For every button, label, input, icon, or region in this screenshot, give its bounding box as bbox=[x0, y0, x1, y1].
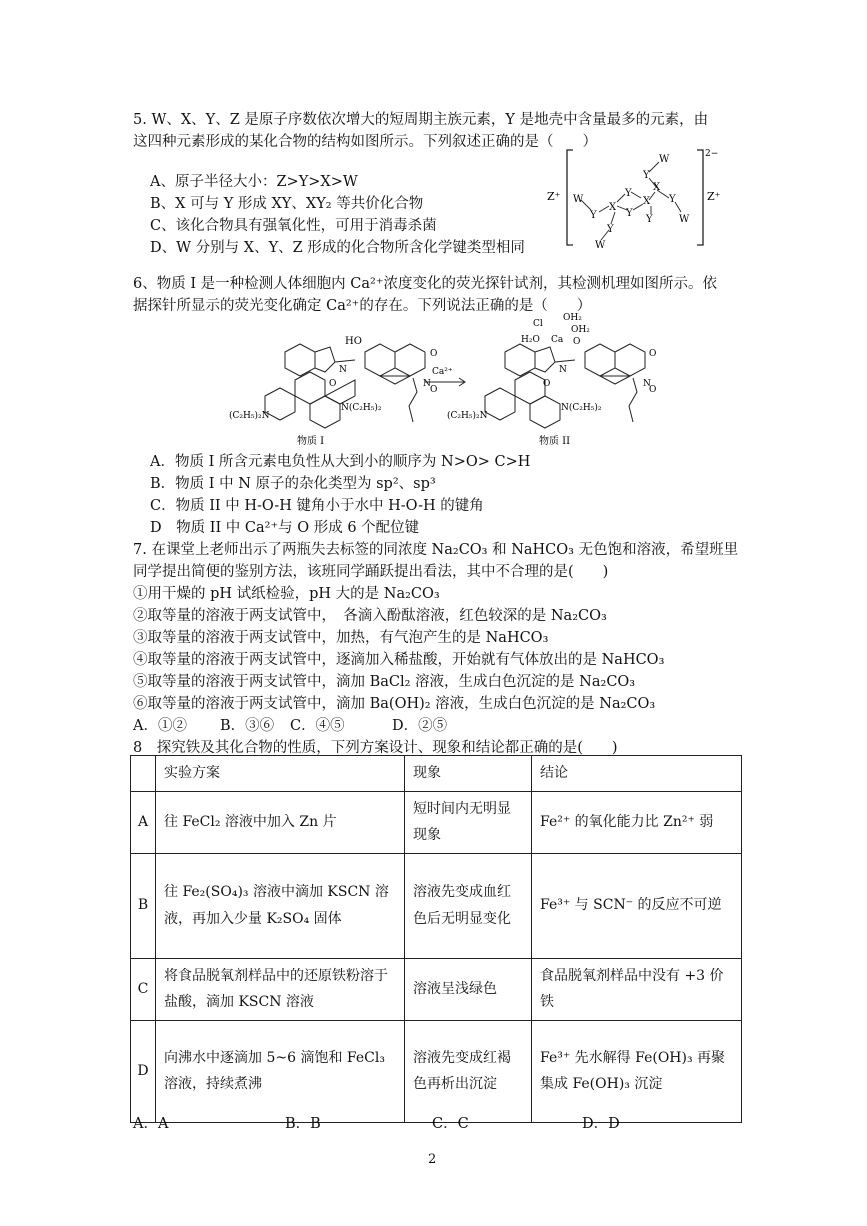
q7-choice-b: B．③⑥ bbox=[220, 718, 275, 734]
q8-row-label: B bbox=[131, 853, 156, 958]
q5-charge: 2− bbox=[705, 149, 719, 159]
q6-arrow-label: Ca²⁺ bbox=[432, 367, 453, 377]
q5-structure-figure bbox=[545, 140, 725, 255]
q6-left-label: 物质 I bbox=[297, 436, 325, 447]
svg-text:O: O bbox=[649, 349, 657, 359]
svg-text:X: X bbox=[653, 182, 661, 193]
q8-row-plan: 将食品脱氧剂样品中的还原铁粉溶于盐酸，滴加 KSCN 溶液 bbox=[156, 958, 405, 1020]
q6-option-a: A．物质 I 所含元素电负性从大到小的顺序为 N>O> C>H bbox=[150, 454, 531, 470]
q8-stem: 8 探究铁及其化合物的性质，下列方案设计、现象和结论都正确的是( ) bbox=[133, 740, 618, 756]
svg-text:W: W bbox=[679, 214, 690, 225]
svg-text:Y: Y bbox=[646, 214, 653, 225]
table-row bbox=[131, 791, 742, 853]
q6-option-d: D 物质 II 中 Ca²⁺与 O 形成 6 个配位键 bbox=[150, 520, 420, 536]
svg-text:Y: Y bbox=[625, 188, 632, 199]
q5-option-a: A、原子半径大小：Z>Y>X>W bbox=[150, 174, 358, 190]
q6-amine-right-1: (C₂H₅)₂N bbox=[447, 411, 488, 421]
q6-ho-label: HO bbox=[345, 336, 362, 347]
q7-item-2: ②取等量的溶液于两支试管中， 各滴入酚酞溶液，红色较深的是 Na₂CO₃ bbox=[133, 608, 607, 624]
svg-text:O: O bbox=[430, 385, 438, 395]
table-row bbox=[131, 1020, 742, 1122]
q8-row-phenomenon: 溶液呈浅绿色 bbox=[405, 958, 532, 1020]
svg-text:N: N bbox=[339, 365, 347, 375]
q8-choice-a: A．A bbox=[133, 1116, 169, 1132]
q5-option-d: D、W 分别与 X、Y、Z 形成的化合物所含化学键类型相同 bbox=[150, 240, 525, 256]
q6-amine-left-2: N(C₂H₅)₂ bbox=[341, 403, 382, 413]
svg-text:OH₂: OH₂ bbox=[563, 313, 582, 323]
q8-row-conclusion: 食品脱氧剂样品中没有 +3 价铁 bbox=[532, 958, 742, 1020]
q8-header-conclusion: 结论 bbox=[532, 756, 742, 792]
table-row bbox=[131, 853, 742, 958]
q7-item-1: ①用干燥的 pH 试纸检验，pH 大的是 Na₂CO₃ bbox=[133, 586, 440, 602]
q8-header-plan: 实验方案 bbox=[156, 756, 405, 792]
q8-table bbox=[130, 755, 742, 1123]
q8-row-label: C bbox=[131, 958, 156, 1020]
q6-reaction-figure bbox=[225, 312, 745, 452]
q8-row-phenomenon: 溶液先变成红褐色再析出沉淀 bbox=[405, 1020, 532, 1122]
svg-text:O: O bbox=[329, 379, 337, 389]
svg-text:W: W bbox=[659, 154, 670, 165]
svg-text:Y: Y bbox=[669, 194, 676, 205]
q7-choice-c: C．④⑤ bbox=[290, 718, 345, 734]
q8-row-phenomenon: 短时间内无明显现象 bbox=[405, 791, 532, 853]
q5-option-c: C、该化合物具有强氧化性，可用于消毒杀菌 bbox=[150, 218, 437, 234]
q8-row-conclusion: Fe³⁺ 先水解得 Fe(OH)₃ 再聚集成 Fe(OH)₃ 沉淀 bbox=[532, 1020, 742, 1122]
svg-text:O: O bbox=[649, 385, 657, 395]
q5-cation-left: Z⁺ bbox=[547, 190, 561, 203]
q5-stem-line2: 这四种元素形成的某化合物的结构如图所示。下列叙述正确的是（ ） bbox=[133, 134, 597, 150]
svg-text:W: W bbox=[573, 194, 584, 205]
q7-item-3: ③取等量的溶液于两支试管中，加热，有气泡产生的是 NaHCO₃ bbox=[133, 630, 549, 646]
svg-text:Y: Y bbox=[607, 224, 614, 235]
q7-choice-a: A．①② bbox=[133, 718, 187, 734]
q8-row-label: A bbox=[131, 791, 156, 853]
q5-cation-right: Z⁺ bbox=[707, 190, 721, 203]
svg-text:OH₂: OH₂ bbox=[571, 325, 590, 335]
svg-text:Y: Y bbox=[590, 210, 597, 221]
q5-stem-line1: 5. W、X、Y、Z 是原子序数依次增大的短周期主族元素，Y 是地壳中含量最多的元素，由 bbox=[133, 112, 709, 128]
q6-option-c: C．物质 II 中 H-O-H 键角小于水中 H-O-H 的键角 bbox=[150, 498, 484, 514]
q8-row-plan: 向沸水中逐滴加 5~6 滴饱和 FeCl₃ 溶液，持续煮沸 bbox=[156, 1020, 405, 1122]
q8-row-label: D bbox=[131, 1020, 156, 1122]
q5-option-b: B、X 可与 Y 形成 XY、XY₂ 等共价化合物 bbox=[150, 196, 424, 212]
svg-text:N: N bbox=[643, 379, 651, 389]
svg-text:O: O bbox=[573, 337, 581, 347]
q8-row-plan: 往 FeCl₂ 溶液中加入 Zn 片 bbox=[156, 791, 405, 853]
q8-header-label bbox=[131, 756, 156, 792]
q7-item-6: ⑥取等量的溶液于两支试管中，滴加 Ba(OH)₂ 溶液，生成白色沉淀的是 Na₂CO₃ bbox=[133, 696, 656, 712]
q8-row-phenomenon: 溶液先变成血红色后无明显变化 bbox=[405, 853, 532, 958]
q7-item-5: ⑤取等量的溶液于两支试管中，滴加 BaCl₂ 溶液，生成白色沉淀的是 Na₂CO₃ bbox=[133, 674, 636, 690]
svg-text:N: N bbox=[423, 379, 431, 389]
q7-stem-line1: 7. 在课堂上老师出示了两瓶失去标签的同浓度 Na₂CO₃ 和 NaHCO₃ 无色饱和溶液，希望班里 bbox=[133, 542, 739, 558]
svg-text:Y: Y bbox=[626, 208, 633, 219]
q8-header-phenomenon: 现象 bbox=[405, 756, 532, 792]
svg-text:H₂O: H₂O bbox=[521, 335, 540, 345]
q7-stem-line2: 同学提出简便的鉴别方法，该班同学踊跃提出看法，其中不合理的是( ) bbox=[133, 564, 609, 580]
q8-row-conclusion: Fe²⁺ 的氧化能力比 Zn²⁺ 弱 bbox=[532, 791, 742, 853]
page-number: 2 bbox=[428, 1152, 437, 1167]
q8-choice-d: D．D bbox=[582, 1116, 620, 1132]
q8-row-plan: 往 Fe₂(SO₄)₃ 溶液中滴加 KSCN 溶液，再加入少量 K₂SO₄ 固体 bbox=[156, 853, 405, 958]
q6-right-label: 物质 II bbox=[539, 436, 571, 447]
svg-text:Ca: Ca bbox=[551, 335, 564, 345]
q6-amine-right-2: N(C₂H₅)₂ bbox=[561, 403, 602, 413]
q6-option-b: B．物质 I 中 N 原子的杂化类型为 sp²、sp³ bbox=[150, 476, 436, 492]
q8-row-conclusion: Fe³⁺ 与 SCN⁻ 的反应不可逆 bbox=[532, 853, 742, 958]
q7-choice-d: D．②⑤ bbox=[392, 718, 448, 734]
svg-text:X: X bbox=[609, 202, 617, 213]
table-row bbox=[131, 958, 742, 1020]
q6-stem-line2: 据探针所显示的荧光变化确定 Ca²⁺的存在。下列说法正确的是（ ） bbox=[133, 298, 592, 314]
svg-text:Y: Y bbox=[643, 170, 650, 181]
svg-text:O: O bbox=[430, 349, 438, 359]
q7-item-4: ④取等量的溶液于两支试管中，逐滴加入稀盐酸，开始就有气体放出的是 NaHCO₃ bbox=[133, 652, 665, 668]
svg-text:W: W bbox=[595, 240, 606, 251]
q8-choice-c: C．C bbox=[432, 1116, 469, 1132]
q8-choice-b: B．B bbox=[285, 1116, 321, 1132]
q8-header-row bbox=[131, 756, 742, 792]
q6-amine-left-1: (C₂H₅)₂N bbox=[229, 411, 270, 421]
svg-text:X: X bbox=[643, 196, 651, 207]
q6-stem-line1: 6、物质 I 是一种检测人体细胞内 Ca²⁺浓度变化的荧光探针试剂，其检测机理如图所示。依 bbox=[133, 276, 717, 292]
svg-text:O: O bbox=[543, 379, 551, 389]
svg-text:N: N bbox=[559, 365, 567, 375]
q6-ca-cl: Cl bbox=[533, 319, 543, 329]
